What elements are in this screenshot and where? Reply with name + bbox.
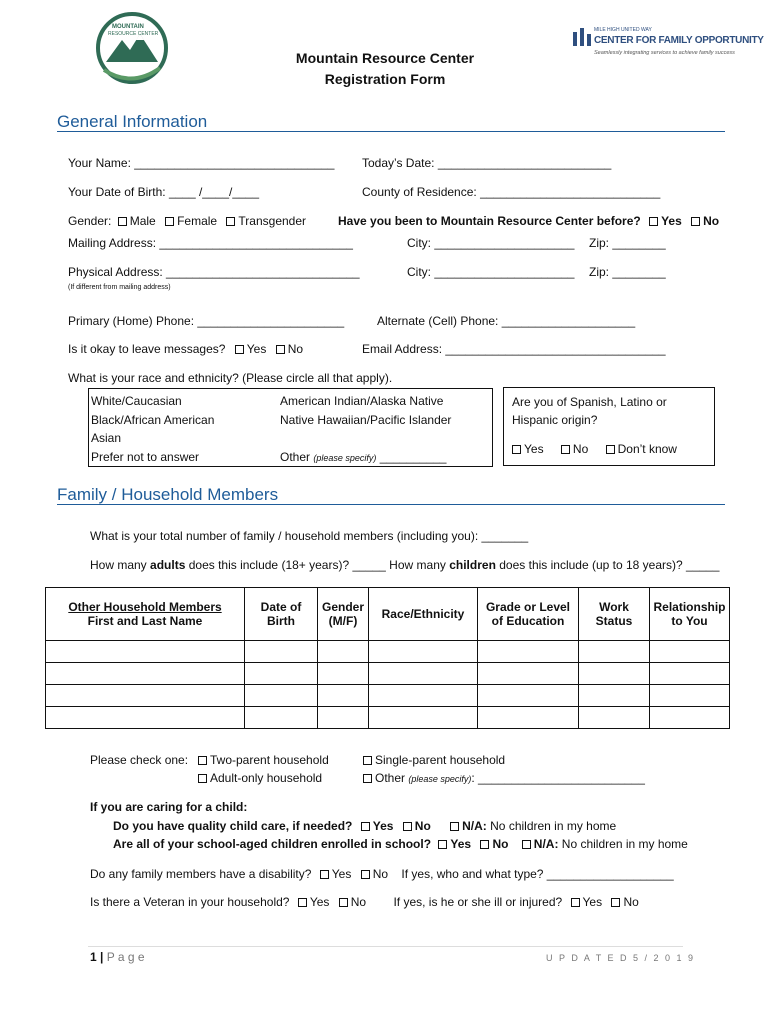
- updated-label: U P D A T E D 5 / 2 0 1 9: [546, 953, 696, 963]
- header-work: [579, 588, 650, 641]
- header-dob: [245, 588, 318, 641]
- table-cell[interactable]: [318, 641, 369, 663]
- yes-label: Yes: [246, 342, 267, 356]
- dont-know-label: Don’t know: [617, 442, 677, 456]
- page-label: P a g e: [106, 950, 145, 964]
- other-household-label: Other: [375, 771, 406, 785]
- family-rule: [57, 504, 725, 505]
- mrc-logo-text-1: MOUNTAIN: [112, 24, 144, 30]
- race-option-native-hawaiian[interactable]: Native Hawaiian/Pacific Islander: [280, 413, 452, 427]
- adults-children-question[interactable]: [90, 558, 719, 572]
- header-race: [369, 588, 478, 641]
- header-line2: to You: [671, 614, 708, 628]
- school-no-checkbox[interactable]: [480, 837, 508, 851]
- na-text: No children in my home: [490, 819, 617, 833]
- gender-transgender-label: Transgender: [238, 214, 307, 228]
- other-household-note: (please specify): [408, 774, 472, 784]
- race-option-prefer-not[interactable]: Prefer not to answer: [91, 450, 200, 464]
- check-one-label: Please check one:: [90, 753, 189, 767]
- table-cell[interactable]: [579, 685, 650, 707]
- adults-q-part-c: does this include (18+ years)? _____ How many: [188, 558, 446, 572]
- gender-female-label: Female: [177, 214, 218, 228]
- disability-yes-checkbox[interactable]: [320, 867, 352, 881]
- cfo-logo: [572, 26, 592, 48]
- school-na-checkbox[interactable]: [522, 837, 688, 851]
- table-cell[interactable]: [318, 685, 369, 707]
- yes-label: Yes: [331, 867, 352, 881]
- checkbox-icon: [165, 217, 174, 226]
- no-label: No: [372, 867, 389, 881]
- header-grade: [478, 588, 579, 641]
- gender-female-checkbox[interactable]: [165, 214, 217, 228]
- page-number-value: 1: [90, 950, 97, 964]
- hispanic-options: [512, 442, 677, 456]
- no-label: No: [287, 342, 304, 356]
- checkbox-icon: [363, 774, 372, 783]
- checkbox-icon: [339, 898, 348, 907]
- other-household-line: : _________________________: [471, 771, 645, 785]
- race-other-line: __________: [379, 450, 447, 464]
- race-option-american-indian[interactable]: American Indian/Alaska Native: [280, 394, 444, 408]
- mailing-address-field[interactable]: Mailing Address: _____________________________: [68, 236, 353, 250]
- email-field[interactable]: Email Address: _________________________________: [362, 342, 666, 356]
- checkbox-icon: [480, 840, 489, 849]
- table-cell[interactable]: [650, 707, 730, 729]
- race-option-black[interactable]: Black/African American: [91, 413, 215, 427]
- table-cell[interactable]: [650, 685, 730, 707]
- table-header-row: [46, 588, 730, 641]
- race-question: What is your race and ethnicity? (Please circle all that apply).: [68, 371, 393, 385]
- checkbox-icon: [363, 756, 372, 765]
- other-household-checkbox[interactable]: [363, 771, 645, 785]
- checkbox-icon: [522, 840, 531, 849]
- checkbox-icon: [561, 445, 570, 454]
- checkbox-icon: [320, 870, 329, 879]
- no-label: No: [492, 837, 509, 851]
- children-q-bold: children: [449, 558, 496, 572]
- veteran-question: Is there a Veteran in your household?: [90, 895, 290, 909]
- veteran-follow-up: If yes, is he or she ill or injured?: [393, 895, 563, 909]
- county-field[interactable]: County of Residence: ___________________________: [362, 185, 661, 199]
- table-cell[interactable]: [579, 663, 650, 685]
- no-label: No: [703, 214, 720, 228]
- header-line1: Other Household Members: [68, 600, 222, 614]
- no-label: No: [572, 442, 589, 456]
- adult-only-label: Adult-only household: [210, 771, 323, 785]
- yes-label: Yes: [524, 442, 544, 456]
- gender-male-checkbox[interactable]: [118, 214, 156, 228]
- childcare-no-checkbox[interactable]: [403, 819, 431, 833]
- school-row: [113, 837, 688, 851]
- table-cell[interactable]: [46, 641, 245, 663]
- na-label: N/A:: [462, 819, 487, 833]
- caring-question: If you are caring for a child:: [90, 800, 248, 814]
- table-cell[interactable]: [318, 663, 369, 685]
- table-cell[interactable]: [650, 641, 730, 663]
- checkbox-icon: [361, 870, 370, 879]
- table-cell[interactable]: [369, 685, 478, 707]
- checkbox-icon: [298, 898, 307, 907]
- disability-no-checkbox[interactable]: [361, 867, 388, 881]
- gender-label: Gender:: [68, 214, 112, 228]
- race-option-other[interactable]: [280, 450, 446, 464]
- mailing-city-field[interactable]: City: _____________________: [407, 236, 575, 250]
- adults-q-bold: adults: [150, 558, 186, 572]
- family-heading: Family / Household Members: [57, 485, 279, 504]
- table-cell[interactable]: [478, 685, 579, 707]
- table-cell[interactable]: [46, 685, 245, 707]
- checkbox-icon: [118, 217, 127, 226]
- hispanic-no-checkbox[interactable]: [561, 442, 588, 456]
- header-line2: of Education: [491, 614, 565, 628]
- hispanic-dont-know-checkbox[interactable]: [606, 442, 677, 456]
- table-cell[interactable]: [245, 641, 318, 663]
- race-other-label: Other: [280, 450, 311, 464]
- messages-no-checkbox[interactable]: [276, 342, 303, 356]
- header-member-name: [46, 588, 245, 641]
- checkbox-icon: [226, 217, 235, 226]
- checkbox-icon: [571, 898, 580, 907]
- na-label: N/A:: [533, 837, 559, 851]
- table-row: [46, 641, 730, 663]
- veteran-ill-yes-checkbox[interactable]: [571, 895, 603, 909]
- mailing-zip-field[interactable]: Zip: ________: [589, 236, 666, 250]
- header-line1: Grade or Level: [485, 600, 571, 614]
- school-yes-checkbox[interactable]: [438, 837, 471, 851]
- gender-male-label: Male: [129, 214, 156, 228]
- adult-only-checkbox[interactable]: [198, 771, 322, 785]
- yes-label: Yes: [582, 895, 603, 909]
- adults-q-part-a: How many: [90, 558, 147, 572]
- hispanic-question-1: Are you of Spanish, Latino or: [512, 395, 667, 409]
- no-label: No: [414, 819, 431, 833]
- checkbox-icon: [512, 445, 521, 454]
- race-option-white[interactable]: White/Caucasian: [91, 394, 182, 408]
- yes-label: Yes: [450, 837, 472, 851]
- checkbox-icon: [450, 822, 459, 831]
- veteran-row: [90, 895, 639, 909]
- table-row: [46, 663, 730, 685]
- yes-label: Yes: [309, 895, 330, 909]
- veteran-no-checkbox[interactable]: [339, 895, 366, 909]
- checkbox-icon: [361, 822, 370, 831]
- table-cell[interactable]: [46, 707, 245, 729]
- school-question: Are all of your school-aged children enrolled in school?: [113, 837, 432, 851]
- hispanic-question-2: Hispanic origin?: [512, 413, 598, 427]
- childcare-row: [113, 819, 616, 833]
- two-parent-checkbox[interactable]: [198, 753, 329, 767]
- table-row: [46, 707, 730, 729]
- table-cell[interactable]: [245, 685, 318, 707]
- disability-question: Do any family members have a disability?: [90, 867, 312, 881]
- header-line1: Date of: [260, 600, 302, 614]
- table-row: [46, 685, 730, 707]
- single-parent-label: Single-parent household: [375, 753, 506, 767]
- gender-row: [68, 214, 306, 228]
- header-line2: Status: [595, 614, 633, 628]
- table-cell[interactable]: [478, 707, 579, 729]
- disability-row: [90, 867, 674, 881]
- household-table: [45, 587, 730, 729]
- checkbox-icon: [691, 217, 700, 226]
- been-before-no-checkbox[interactable]: [691, 214, 719, 228]
- physical-zip-field[interactable]: Zip: ________: [589, 265, 666, 279]
- alternate-phone-field[interactable]: Alternate (Cell) Phone: ____________________: [377, 314, 636, 328]
- veteran-ill-no-checkbox[interactable]: [611, 895, 638, 909]
- physical-city-field[interactable]: City: _____________________: [407, 265, 575, 279]
- cfo-logo-main: CENTER FOR FAMILY OPPORTUNITY: [594, 35, 764, 46]
- total-members-question[interactable]: What is your total number of family / household members (including you): _______: [90, 529, 529, 543]
- been-before-question: Have you been to Mountain Resource Center before?: [338, 214, 641, 228]
- table-cell[interactable]: [369, 707, 478, 729]
- header-line1: Work: [599, 600, 629, 614]
- mrc-logo: [92, 10, 172, 88]
- table-cell[interactable]: [650, 663, 730, 685]
- two-parent-label: Two-parent household: [210, 753, 329, 767]
- hispanic-yes-checkbox[interactable]: [512, 442, 544, 456]
- messages-row: [68, 342, 303, 356]
- cfo-logo-tagline: Seamlessly integrating services to achieve family success: [594, 50, 735, 56]
- checkbox-icon: [198, 756, 207, 765]
- cfo-logo-small: MILE HIGH UNITED WAY: [594, 27, 652, 33]
- page-number: 1 | P a g e: [90, 950, 145, 964]
- checkbox-icon: [198, 774, 207, 783]
- table-cell[interactable]: [579, 641, 650, 663]
- table-cell[interactable]: [369, 663, 478, 685]
- checkbox-icon: [649, 217, 658, 226]
- no-label: No: [623, 895, 639, 909]
- your-name-field[interactable]: Your Name: ______________________________: [68, 156, 335, 170]
- dob-field[interactable]: Your Date of Birth: ____ /____/____: [68, 185, 260, 199]
- header-line2: (M/F): [328, 614, 358, 628]
- general-info-heading: General Information: [57, 112, 208, 131]
- table-cell[interactable]: [245, 663, 318, 685]
- table-cell[interactable]: [318, 707, 369, 729]
- header-line2: Birth: [267, 614, 295, 628]
- table-cell[interactable]: [579, 707, 650, 729]
- checkbox-icon: [606, 445, 615, 454]
- physical-address-note: (If different from mailing address): [68, 284, 171, 291]
- table-cell[interactable]: [369, 641, 478, 663]
- checkbox-icon: [403, 822, 412, 831]
- table-cell[interactable]: [245, 707, 318, 729]
- checkbox-icon: [438, 840, 447, 849]
- footer-rule: [88, 946, 683, 947]
- form-title-line2: Registration Form: [324, 71, 446, 87]
- race-option-asian[interactable]: Asian: [91, 431, 122, 445]
- table-cell[interactable]: [478, 641, 579, 663]
- table-cell[interactable]: [478, 663, 579, 685]
- messages-question: Is it okay to leave messages?: [68, 342, 226, 356]
- childcare-yes-checkbox[interactable]: [361, 819, 394, 833]
- header-line1: Race/Ethnicity: [381, 607, 465, 621]
- header-relationship: [650, 588, 730, 641]
- no-label: No: [350, 895, 367, 909]
- been-before-yes-checkbox[interactable]: [649, 214, 682, 228]
- header-line1: Relationship: [653, 600, 726, 614]
- checkbox-icon: [235, 345, 244, 354]
- checkbox-icon: [611, 898, 620, 907]
- header-gender: [318, 588, 369, 641]
- yes-label: Yes: [661, 214, 682, 228]
- children-q-part-c: does this include (up to 18 years)? _____: [499, 558, 720, 572]
- childcare-na-checkbox[interactable]: [450, 819, 616, 833]
- single-parent-checkbox[interactable]: [363, 753, 505, 767]
- mrc-logo-text-2: RESOURCE CENTER: [108, 31, 159, 37]
- table-cell[interactable]: [46, 663, 245, 685]
- physical-address-field[interactable]: Physical Address: _____________________________: [68, 265, 360, 279]
- general-info-rule: [57, 131, 725, 132]
- veteran-yes-checkbox[interactable]: [298, 895, 330, 909]
- header-line2: First and Last Name: [87, 614, 203, 628]
- race-other-note: (please specify): [313, 453, 377, 463]
- disability-follow-up[interactable]: If yes, who and what type? ___________________: [401, 867, 674, 881]
- yes-label: Yes: [372, 819, 394, 833]
- gender-transgender-checkbox[interactable]: [226, 214, 306, 228]
- checkbox-icon: [276, 345, 285, 354]
- childcare-question: Do you have quality child care, if needed?: [113, 819, 353, 833]
- primary-phone-field[interactable]: Primary (Home) Phone: ______________________: [68, 314, 345, 328]
- header-line1: Gender: [321, 600, 364, 614]
- messages-yes-checkbox[interactable]: [235, 342, 267, 356]
- na-text: No children in my home: [561, 837, 688, 851]
- todays-date-field[interactable]: Today’s Date: __________________________: [362, 156, 612, 170]
- form-title-line1: Mountain Resource Center: [295, 50, 475, 66]
- been-before-row: [338, 214, 719, 228]
